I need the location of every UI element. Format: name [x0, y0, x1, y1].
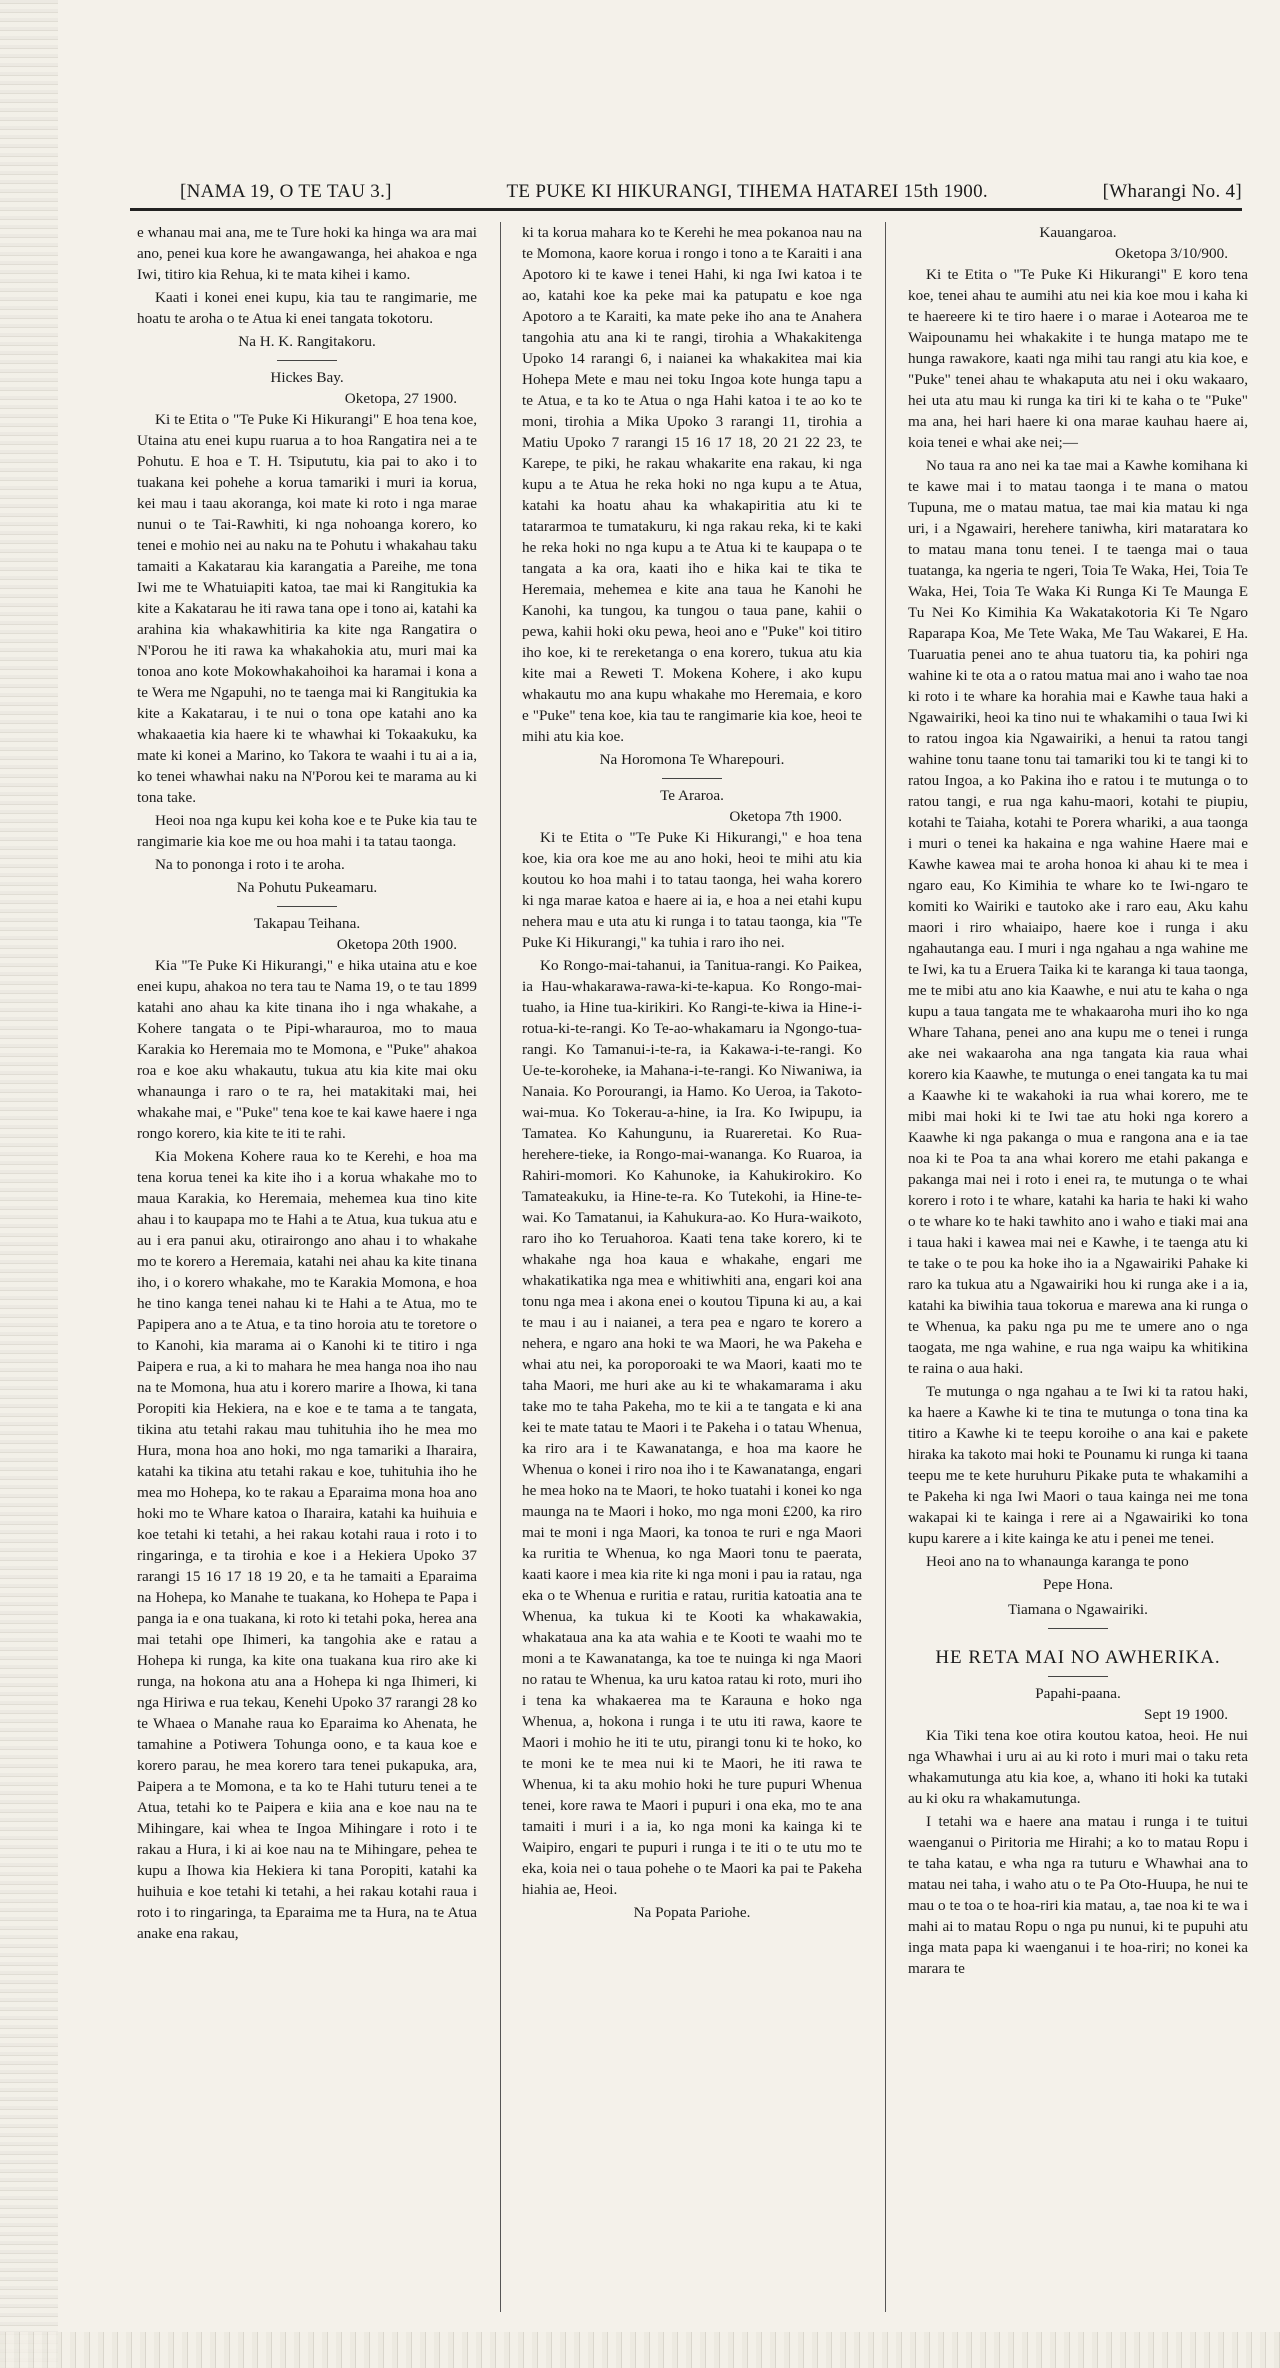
- paragraph: Heoi ano na to whanaunga karanga te pono: [926, 1553, 1189, 1570]
- paragraph: Ki te Etita o "Te Puke Ki Hikurangi" E hoa tena koe, Utaina atu enei kupu ruarua a to hoa Rangatira nei a te Pohutu. E hoa e T. H. Tsipututu, kia pai to ako i to tuakana kei pohehe a korua tamariki i muri ia korua, kei mau i taau akoranga, koi mate ki roto i nga marae nunui o te Tai-Rawhiti, ki nga nohoanga korero, ko tenei e mohio nei au naku na te Pohutu i whakahau taku tamaiti a Kakatarau kia karangatia a Pareihe, me tona Iwi me te Whatuiapiti katoa, tae mai ki Rangitukia ka kite a Kakatarau he iti rawa tana ope i tono ai, katahi ka arahina kia whakawhitiria ka kite nga Rangatira o N'Porou he iti rawa ka whakahokia atu, muri mai ka tonoa ano kote Mokowhakahoihoi ka haramai i kona a te Wera me Ngapuhi, no te taenga mai ki Rangitukia ka kite a Kakatarau, i te nui o tona ope katahi ano ka whakaaetia kia haere ki te whawhai ki Tokaakuku, ka mate ki konei a Marino, ko Takora te waahi i tu ai a ia, ko tenei whawhai naku na N'Porou kei te marama au ki tona take.: [137, 411, 477, 806]
- scan-edge-left: [0, 0, 58, 2368]
- issue-number: [NAMA 19, O TE TAU 3.]: [180, 181, 392, 202]
- paragraph: ki ta korua mahara ko te Kerehi he mea pokanoa nau na te Momona, kaore korua i rongo i tono a te Karaiti i ana Apotoro ki te kawe i tenei Hahi, ki nga Iwi katoa i te ao, katahi koe ka peke mai ka patupatu e koe nga Apotoro a te Karaiti, ka mate peke iho ana te Anahera tangohia atu ana ki te rangi, tirohia a Whakakitenga Upoko 14 rarangi 6, i naianei ka whakakitea mai kia Hohepa Mete e mau nei toku Ingoa kote hunga tapu a te Atua, e ta ko te Atua o nga Hahi katoa i te ao ko te moni, tirohia a Mika Upoko 3 rarangi 11, tirohia a Matiu Upoko 7 rarangi 15 16 17 18, 20 21 22 23, te Karepe, te piki, he rakau whakarite ena rakau, ki nga kupu a te Atua he reka hoki no nga kupu a te Atua, katahi ka hoatu ahau ka whakapiritia atu ki te tatararmoa te tumatakuru, ki nga rakau reka, ki te kaki he reka hoki no nga kupu a te Atua ki te kaupapa o te tangata a ka ora, kaati iho e hika kai te tika te Heremaia, mehemea e kite ana taua he Kanohi he Kanohi, ka tungou, ka tungou o taua pane, kahii o pewa, kahii hoki oku pewa, heoi ano e "Puke" koi titiro iho koe, ki te rereketanga o ena korero, tukua atu kia kite mai a Reweti T. Mokena Kohere, i ako kupu whakautu mo ana kupu whakahe mo Heremaia, e koro e "Puke" tena koe, kia tau te rangimarie kia koe, heoi te mihi atu kia koe.: [522, 224, 862, 745]
- signature: Na Pohutu Pukeamaru.: [236, 879, 378, 896]
- letter-place: Kauangaroa.: [1039, 224, 1117, 241]
- letter-date: Oketopa, 27 1900.: [344, 390, 457, 407]
- signature: Na Horomona Te Wharepouri.: [599, 751, 785, 768]
- column-1: [137, 222, 477, 2332]
- letter-place: Papahi-paana.: [1035, 1685, 1121, 1702]
- page-number: [Wharangi No. 4]: [1102, 181, 1242, 202]
- letter-place: Takapau Teihana.: [253, 915, 361, 932]
- column-divider-1: [500, 222, 501, 2312]
- signature: Na Popata Pariohe.: [633, 1904, 751, 1921]
- column-2: [522, 222, 862, 2332]
- letter-place: Te Araroa.: [660, 787, 724, 804]
- page-header: [180, 178, 1242, 206]
- letter-date: Sept 19 1900.: [1144, 1706, 1228, 1723]
- signature-title: Tiamana o Ngawairiki.: [1008, 1601, 1148, 1618]
- section-rule: [1048, 1628, 1108, 1629]
- letter-place: Hickes Bay.: [270, 369, 344, 386]
- section-rule: [1048, 1676, 1108, 1677]
- paragraph: Na to pononga i roto i te aroha.: [155, 856, 345, 873]
- paragraph: Kia Mokena Kohere raua ko te Kerehi, e hoa ma tena korua tenei ka kite iho i a korua whakahe mo to maua Karakia, ko Heremaia, mehemea kua tino kite ahau i to kaupapa mo te Hahi a te Atua, kua tukua atu e au i era panui aku, otirairongo ano ahau i to whakahe mo te korero a Heremaia, katahi nei ahau ka kite tinana iho, i o korero whakahe, mo te Karakia Momona, e hoa he tino kanga tenei nahau ki te Hahi a te Atua, mo te Papipera ano a te Atua, e ta tino horoia atu te toretore o to Kanohi, kia marama ai o Kanohi ki te titiro i nga Paipera e rua, a ki to mahara he mea hanga noa iho nau na te Momona, hua atu i korero marire a Ihowa, ki tana Poropiti kia Hekiera, na e koe e te tama a te tangata, tikina atu tetahi rakau mau tuhituhia iho he mea mo Hura, mona hoa ano hoki, mo nga tamariki a Iharaira, katahi ka tikina atu tetahi rakau e koe, tuhituhia iho he mea mo Hohepa, ko te rakau a Eparaima mona hoa ano hoki mo te Whare katoa o Iharaira, katahi ka huihuia e koe tetahi ki tetahi, a hei rakau kotahi raua i roto i to ringaringa, e ta tirohia e koe i a Hekiera Upoko 37 rarangi 15 16 17 18 19 20, e ta he tamaiti a Eparaima na Hohepa, ko Manahe te tuakana, ko Hohepa te Papa i panga ia e ona tuakana, ki roto ki tetahi poka, herea ana mai tetahi ope Ihimeri, ka tangohia ake e ratau a Hohepa ki runga, ka kite ona tuakana kua riro ake ki runga, na hokona atu ana a Hohepa ki nga Ihimeri, ki nga Hiriwa e rua tekau, Kenehi Upoko 37 rarangi 28 ko te Whaea o Manahe raua ko Eparaima ko Ahenata, he tamahine a Potiwera Tohunga oono, e ta kaua koe e korero parau, he mea korero tara tenei pukapuka, ara, Paipera a te Momona, e ta ko te Hahi tuturu tenei a te Atua, tetahi ko te Paipera e kiia ana e koe nau na te Mihingare, kai whea te Ingoa Mihingare i roto i te rakau a Hura, i ki ai koe nau na te Mihingare, pehea te kupu a Ihowa kia Hekiera ki tana Poropiti, katahi ka huihuia e koe tetahi ki tetahi, a hei rakau kotahi raua i roto i to ringaringa, ta Eparaima me ta Hura, na te Atua anake ena rakau,: [137, 1148, 477, 1942]
- paragraph: Kia "Te Puke Ki Hikurangi," e hika utaina atu e koe enei kupu, ahakoa no tera tau te Nama 19, o te tau 1899 katahi ano ahau ka kite tinana iho i nga whakahe, a Kohere tangata o te Pipi-wharauroa, mo to maua Karakia ko Heremaia mo te Momona, e "Puke" ahakoa roa e koe aku whakautu, tukua atu kia kite mai oku whanaunga i raro o te ra, hei matakitaki mai, hei whakahe mai, e "Puke" tena koe te kai kawe haere i nga rongo korero, kia kite te iti te rahi.: [137, 957, 477, 1142]
- section-rule: [662, 778, 722, 779]
- paragraph: e whanau mai ana, me te Ture hoki ka hinga wa ara mai ano, penei kua kore he awangawanga, hei ahakoa e nga Iwi, titiro kia Rehua, ki te mata kihei i kamo.: [137, 224, 477, 283]
- signature: Pepe Hona.: [1042, 1576, 1113, 1593]
- signature: Na H. K. Rangitakoru.: [238, 333, 376, 350]
- paragraph: I tetahi wa e haere ana matau i runga i te tuitui waenganui o Piritoria me Hirahi; a ko to matau Ropu i te taha katau, e wha nga ra tuturu e Whawhai ana to matau nei taha, i waho atu o te Pa Oto-Huupa, he nui te mau o te toa o te hoa-riri kia matau, a, tae noa ki te wa i mahi ai to matau Ropu o nga pu nunui, ki te pupuhi atu inga mata papa ki waenganui i te hoa-riri; no konei ka marara te: [908, 1813, 1248, 1977]
- paragraph: Kaati i konei enei kupu, kia tau te rangimarie, me hoatu te aroha o te Atua ki enei tangata tokotoru.: [137, 289, 477, 327]
- paragraph: No taua ra ano nei ka tae mai a Kawhe komihana ki te kawe mai i to matau taonga i te mana o matou Tupuna, me o matau matua, tae mai kia matau ki nga uri, i a Ngawairi, herehere taniwha, kiri mataratara ko to matau mana tonu tenei. I te taenga mai o taua tuatanga, ka ngeria te ngeri, Toia Te Waka, Hei, Toia Te Waka, Hei, Toia Te Waka Ki Runga Ki Te Maunga E Tu Nei Ko Kimihia Ka Wakatakotoria Ki Te Ngaro Raparapa Koa, Me Tete Waka, Me Tau Wakarei, E Ha. Tuaruatia penei ano te ahua tuatoru tia, ka pohiri nga wahine ki te ota a o ratou matua mai ano i waho tae noa ki roto i te whare ka horahia mai e Kawhe taua haki a Ngawairiki, heoi ka tino nui te whakamihi o taua Iwi ki to ratou ingoa kia Ngawairiki, a henui ta ratou tangi wahine tonu taane tonu tai tamariki tou ki te tangi ki to ratou Ingoa, a ko Pakina iho e ratou i te mutunga o to ratou tangi, e rua nga kahu-maori, kotahi te piupiu, kotahi te Taiaha, kotahi te Porera whariki, a aua taonga i muri o tenei ka hakaina e nga wahine Haere mai e Kawhe kawea mai te aroha honoa ki ahau ki te mea i ngaro eau, Ko Kimihia te whare ko te Iwi-ngaro te komiti ko Wairiki e tautoko ake i raro eau, Aku kahu maori i riro whaiaipo, haere koe i runga i aku ngahautanga eau. I muri i nga ngahau a nga wahine me te Iwi, ka tu a Eruera Taika ki te karanga ki taua taonga, me te mibi atu ano kia Kaawhe, e nui atu te kaha o nga kupu a taua tangata me te whakaaroha muri iho ko nga Whare Tahana, penei ano ana kupu me o tenei i runga ake nei wakaaroha ana nga tangata kia raua whai korero kia Kaawhe, te mutunga o enei tangata ka tu mai a Kaawhe ki te wakahoki ia rua whai korero, me te mibi mai hoki ki te Iwi tae atu hoki nga korero a Kaawhe ki nga pakanga o mua e rangona ana e ia tae noa ki te Poa ta ana whai korero me etahi pakanga e pakanga mai nei i roto i enei ra, te mutunga o te whai korero i roto i te whare, katahi ka haria te haki ki waho o te whare ko te haki tawhito ano i waho e tiaki mai ana i taua haki i kawea mai nei e Kawhe, i te taenga atu ki te take o te pou ka hoke iho ia a Ngawairiki Pahake ki raro ka tukua atu a Ngawairiki hou ki runga ake i a ia, katahi ka biwihia taua tokorua e marewa ana ki runga o te Whenua, ka paku nga pu me te umere ano o nga taogata, me nga wahine, e rua nga waipu ka whitikina te raina o aua haki.: [908, 457, 1248, 1377]
- article-headline: HE RETA MAI NO AWHERIKA.: [935, 1647, 1221, 1668]
- letter-date: Oketopa 3/10/900.: [1114, 245, 1228, 262]
- masthead-title: TE PUKE KI HIKURANGI, TIHEMA HATAREI 15th 1900.: [506, 181, 988, 202]
- scan-edge-bottom: [0, 2332, 1280, 2368]
- paragraph: Ki te Etita o "Te Puke Ki Hikurangi," e hoa tena koe, kia ora koe me au ano hoki, heoi te mihi atu kia koutou ko hoa mahi i to tatau taonga, hei waha korero ki nga marae katoa e haere ai ia, e hoa a nei etahi kupu nehera mau e uta atu ki runga i to tatau taonga, kia "Te Puke Ki Hikurangi," ka tuhia i raro iho nei.: [522, 829, 862, 951]
- column-3: [908, 222, 1248, 2332]
- letter-date: Oketopa 20th 1900.: [336, 936, 457, 953]
- paragraph: Ko Rongo-mai-tahanui, ia Tanitua-rangi. Ko Paikea, ia Hau-whakarawa-rawa-ki-te-kapua. Ko Rongo-mai-tuaho, ia Hine tua-kirikiri. Ko Rangi-te-kiwa ia Hine-i-rotua-ki-te-rangi. Ko Te-ao-whakamaru ia Ngongo-tua-rangi. Ko Tamanui-i-te-ra, ia Kakawa-i-te-rangi. Ko Ue-te-koroheke, ia Mahana-i-te-rangi. Ko Niwaniwa, ia Nanaia. Ko Porourangi, ia Hamo. Ko Ueroa, ia Takoto-wai-mua. Ko Tokerau-a-hine, ia Ira. Ko Iwipupu, ia Tamatea. Ko Kahungunu, ia Ruareretai. Ko Rua-herehere-tieke, ia Rongo-mai-wananga. Ko Ruaroa, ia Rahiri-momori. Ko Kahunoke, ia Kahukirokiro. Ko Tamateakuku, ia Hine-te-ra. Ko Tutekohi, ia Hine-te-wai. Ko Tamatanui, ia Kahukura-ao. Ko Hura-waikoto, raro iho ko Teruahoroa. Kaati tena take korero, ki te whakahe nga hoa kaua e whakahe, engari me whakatikatika nga mea e whitiwhiti ana, engari koi ana tonu nga mea i akona enei o koutou Tipuna ki au, a kai te mau i au i naianei, a tera pea e ngaro te korero a nehera, e ngaro ana hoki te wa Maori, he wa Pakeha e whai atu nei, ka poroporoaki te wa Maori, kaati mo te taha Maori, me huri ake au ki te whakamarama i aku take mo te taha Pakeha, mo te kii a te tangata e ki ana kei te mate tatau te Maori i te Pakeha i o tatau Whenua, ka riro ara i te Kawanatanga, e hoa ma kaore he Whenua o konei i riro noa iho i te Kawanatanga, engari he mea hoko na te Maori, te hoko tuatahi i konei ko nga maunga na te Maori i hoko, mo nga moni £200, ka riro mai te moni i nga Maori, ka tonoa te ruri e nga Maori ka ruritia te Whenua, ko nga Maori tonu te paerata, kaati kaore i mea kia rite ki nga moni i pau ia ratau, nga eka o te Whenua e ruritia e ratau, ruritia katoatia ana te Whenua, ka tukua ki te Kooti ka whakawakia, whakataua ana ka ata wahia e te Kooti te waahi mo te moni a te Kawanatanga, ka toe te nuinga ki nga Maori no ratau te Whenua, ka uru katoa ratau ki roto, muri iho i tena ka whakaerea ma te Karauna e hoko nga Whenua, a, hokona i runga i te utu iti rawa, kaore te Maori i mohio he iti te utu, pirangi tonu ki te hoko, ko te moni ke te mea nui ki te Maori, he iti rawa te Whenua, ki ta aku mohio hoki he ture pupuri Whenua tenei, kore rawa te Maori i pupuri i ona eka, mo te ana tamaiti i muri i a ia, ko nga moni ka kainga ki te Waipiro, engari te pupuri i runga i te iti o te utu mo te eka, koia nei o taua pohehe o te Maori ka pai te Pakeha hiahia ae, Heoi.: [522, 957, 862, 1898]
- header-rule: [130, 208, 1242, 211]
- column-divider-2: [885, 222, 886, 2312]
- paragraph: Ki te Etita o "Te Puke Ki Hikurangi" E koro tena koe, tenei ahau te aumihi atu nei kia koe mou i kaha ki te haereere ki te tiro haere i o marae i Aotearoa me te Waipounamu hei whakakite i te hunga matapo me te hunga rawakore, kaati nga mihi tau rangi atu kia koe, e "Puke" tenei ahau te whakaputa atu nei i oku wakaaro, hei uta atu mau ki runga ka tiri ki te kaha o te "Puke" ma ana, hei hari haere ki ona marae kauhau haere ai, koia tenei e whai ake nei;—: [908, 266, 1248, 451]
- paragraph: Te mutunga o nga ngahau a te Iwi ki ta ratou haki, ka haere a Kawhe ki te tina te mutunga o tona tina ka titiro a Kawhe ki te teepu koroihe o ana kai e pakete hiraka ka takoto mai hoki te Pounamu ki runga ki taana teepu me te kete huruhuru Pikake puta te whakamihi a te Pakeha ki nga Iwi Maori o taua kainga nei me tona wakapai ki te kainga i rere ai a Ngawairiki ko tona kupu karere a i kite kainga ke atu i penei me tenei.: [908, 1383, 1248, 1547]
- paragraph: Heoi noa nga kupu kei koha koe e te Puke kia tau te rangimarie kia koe me ou hoa mahi i ta tatau taonga.: [137, 812, 477, 850]
- section-rule: [277, 906, 337, 907]
- letter-date: Oketopa 7th 1900.: [729, 808, 842, 825]
- section-rule: [277, 360, 337, 361]
- paragraph: Kia Tiki tena koe otira koutou katoa, heoi. He nui nga Whawhai i uru ai au ki roto i muri mai o taku reta whakamutunga atu kia koe, a, whano iti hoki ka tutaki au ki oku ra whakamutunga.: [908, 1727, 1248, 1807]
